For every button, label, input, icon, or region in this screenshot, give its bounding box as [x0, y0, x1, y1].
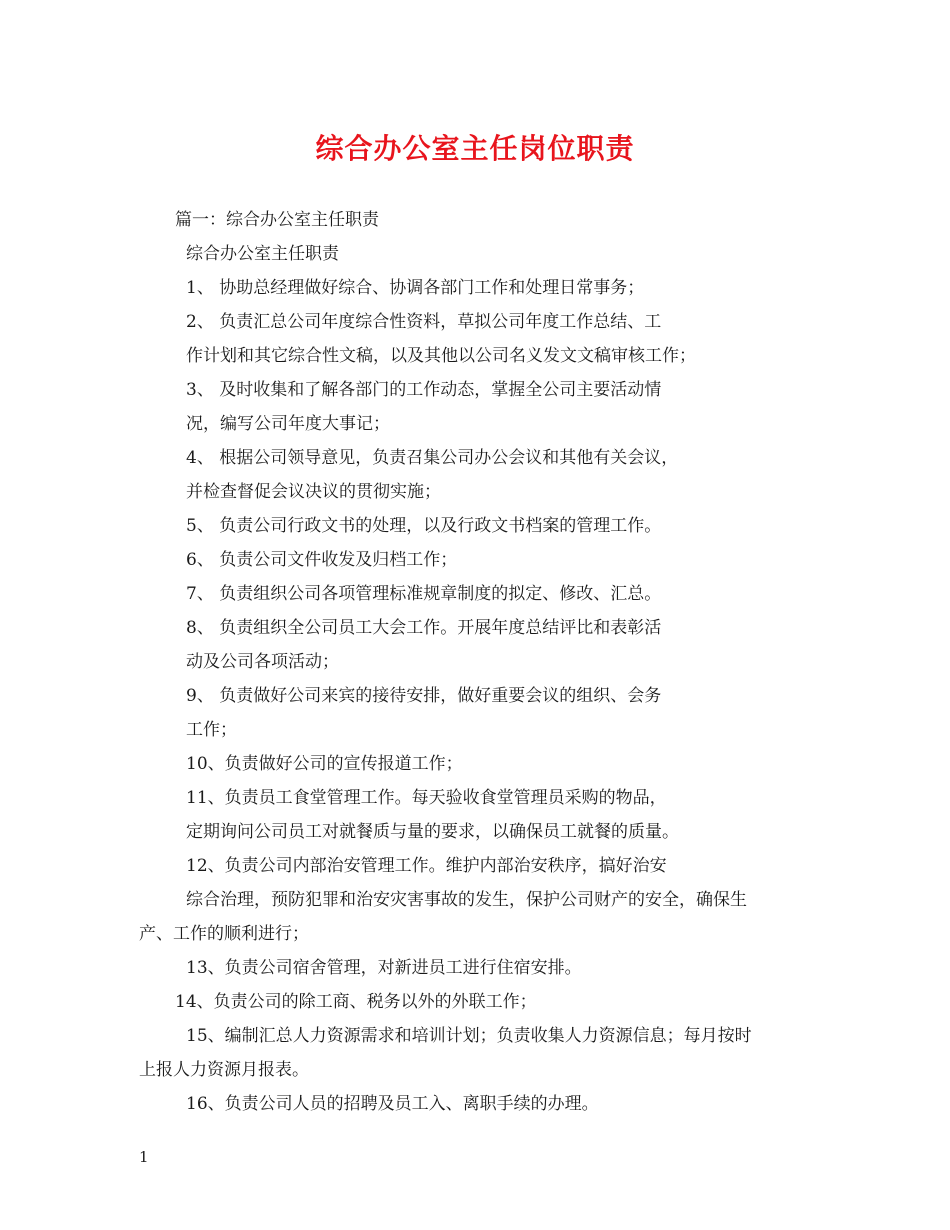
- paragraph-line: 2、 负责汇总公司年度综合性资料，草拟公司年度工作总结、工: [186, 312, 662, 332]
- paragraph-line: 1、 协助总经理做好综合、协调各部门工作和处理日常事务；: [186, 278, 645, 298]
- paragraph-line: 11、负责员工食堂管理工作。每天验收食堂管理员采购的物品，: [186, 788, 667, 808]
- paragraph-line: 8、 负责组织全公司员工大会工作。开展年度总结评比和表彰活: [186, 618, 662, 638]
- document-title: 综合办公室主任岗位职责: [315, 132, 635, 165]
- paragraph-line: 工作；: [186, 720, 237, 740]
- paragraph-line: 13、负责公司宿舍管理，对新进员工进行住宿安排。: [186, 958, 582, 978]
- paragraph-line: 14、负责公司的除工商、税务以外的外联工作；: [175, 992, 537, 1012]
- paragraph-line: 10、负责做好公司的宣传报道工作；: [186, 754, 463, 774]
- paragraph-line: 产、工作的顺利进行；: [139, 924, 309, 944]
- paragraph-line: 3、 及时收集和了解各部门的工作动态，掌握全公司主要活动情: [186, 380, 662, 400]
- section-heading: 篇一：综合办公室主任职责: [175, 210, 379, 230]
- paragraph-line: 5、 负责公司行政文书的处理，以及行政文书档案的管理工作。: [186, 516, 662, 536]
- paragraph-line: 15、编制汇总人力资源需求和培训计划；负责收集人力资源信息；每月按时: [186, 1026, 752, 1046]
- paragraph-line: 9、 负责做好公司来宾的接待安排，做好重要会议的组织、会务: [186, 686, 662, 706]
- paragraph-line: 7、 负责组织公司各项管理标准规章制度的拟定、修改、汇总。: [186, 584, 662, 604]
- paragraph-line: 16、负责公司人员的招聘及员工入、离职手续的办理。: [186, 1094, 599, 1114]
- paragraph-line: 并检查督促会议决议的贯彻实施；: [186, 482, 441, 502]
- paragraph-line: 综合治理，预防犯罪和治安灾害事故的发生，保护公司财产的安全，确保生: [186, 890, 747, 910]
- paragraph-line: 况，编写公司年度大事记；: [186, 414, 390, 434]
- paragraph-line: 动及公司各项活动；: [186, 652, 339, 672]
- paragraph-line: 作计划和其它综合性文稿，以及其他以公司名义发文文稿审核工作；: [186, 346, 696, 366]
- paragraph-line: 定期询问公司员工对就餐质与量的要求，以确保员工就餐的质量。: [186, 822, 679, 842]
- page-number: 1: [139, 1148, 149, 1166]
- paragraph-line: 6、 负责公司文件收发及归档工作；: [186, 550, 458, 570]
- subsection-heading: 综合办公室主任职责: [186, 244, 339, 264]
- paragraph-line: 4、 根据公司领导意见，负责召集公司办公会议和其他有关会议，: [186, 448, 679, 468]
- paragraph-line: 12、负责公司内部治安管理工作。维护内部治安秩序，搞好治安: [186, 856, 667, 876]
- paragraph-line: 上报人力资源月报表。: [139, 1060, 309, 1080]
